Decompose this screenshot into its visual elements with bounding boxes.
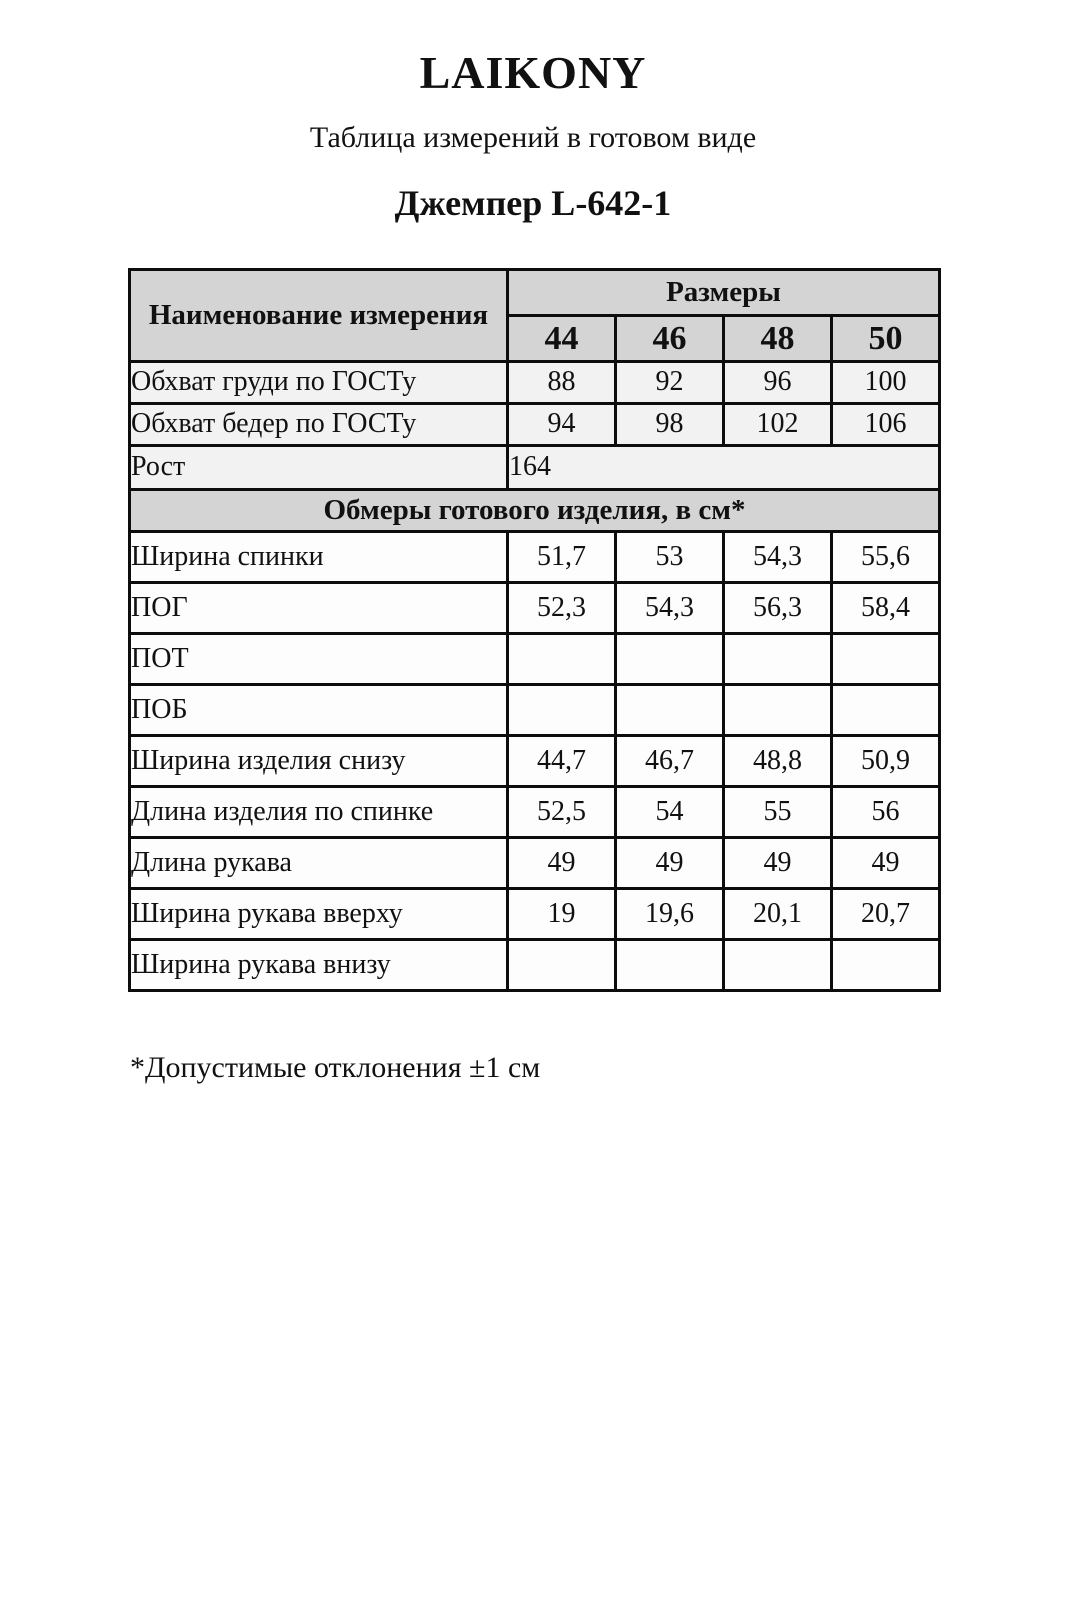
size-label-44: 44 bbox=[508, 316, 616, 362]
measurement-label: Ширина рукава внизу bbox=[130, 940, 508, 991]
measurement-label: Длина рукава bbox=[130, 838, 508, 889]
value-cell: 51,7 bbox=[508, 532, 616, 583]
value-cell: 100 bbox=[832, 362, 940, 404]
table-row bbox=[130, 787, 940, 838]
value-cell: 55,6 bbox=[832, 532, 940, 583]
value-cell: 46,7 bbox=[616, 736, 724, 787]
value-cell bbox=[508, 634, 616, 685]
table-row bbox=[130, 634, 940, 685]
value-cell bbox=[832, 685, 940, 736]
value-cell bbox=[832, 940, 940, 991]
value-cell: 55 bbox=[724, 787, 832, 838]
value-cell bbox=[724, 634, 832, 685]
tolerance-footnote: *Допустимые отклонения ±1 см bbox=[130, 1051, 541, 1084]
table-row bbox=[130, 362, 940, 404]
value-cell: 49 bbox=[724, 838, 832, 889]
value-cell bbox=[508, 940, 616, 991]
value-cell: 53 bbox=[616, 532, 724, 583]
table-row bbox=[130, 736, 940, 787]
section-header: Обмеры готового изделия, в см* bbox=[130, 490, 940, 532]
value-cell bbox=[724, 940, 832, 991]
measurement-label: ПОТ bbox=[130, 634, 508, 685]
measurement-label: ПОГ bbox=[130, 583, 508, 634]
value-cell: 48,8 bbox=[724, 736, 832, 787]
value-cell: 20,1 bbox=[724, 889, 832, 940]
value-cell: 54 bbox=[616, 787, 724, 838]
name-column-header: Наименование измерения bbox=[130, 270, 508, 362]
value-cell: 56 bbox=[832, 787, 940, 838]
value-cell: 19 bbox=[508, 889, 616, 940]
size-label-48: 48 bbox=[724, 316, 832, 362]
measurement-label: Ширина рукава вверху bbox=[130, 889, 508, 940]
product-title: Джемпер L-642-1 bbox=[394, 183, 672, 223]
table-header-row bbox=[130, 270, 940, 316]
measurement-label: ПОБ bbox=[130, 685, 508, 736]
value-cell: 94 bbox=[508, 404, 616, 446]
value-cell: 96 bbox=[724, 362, 832, 404]
table-row bbox=[130, 404, 940, 446]
measurement-label: Длина изделия по спинке bbox=[130, 787, 508, 838]
value-cell bbox=[832, 634, 940, 685]
value-cell: 98 bbox=[616, 404, 724, 446]
size-label-46: 46 bbox=[616, 316, 724, 362]
measurement-label: Ширина изделия снизу bbox=[130, 736, 508, 787]
measurement-label: Обхват груди по ГОСТу bbox=[130, 362, 508, 404]
value-cell: 88 bbox=[508, 362, 616, 404]
table-row bbox=[130, 532, 940, 583]
height-value-cell: 164 bbox=[508, 446, 940, 490]
value-cell: 50,9 bbox=[832, 736, 940, 787]
table-row bbox=[130, 889, 940, 940]
value-cell: 58,4 bbox=[832, 583, 940, 634]
table-row bbox=[130, 583, 940, 634]
value-cell: 92 bbox=[616, 362, 724, 404]
value-cell: 102 bbox=[724, 404, 832, 446]
height-row bbox=[130, 446, 940, 490]
table-row bbox=[130, 685, 940, 736]
value-cell: 49 bbox=[508, 838, 616, 889]
value-cell: 49 bbox=[832, 838, 940, 889]
table-row bbox=[130, 940, 940, 991]
value-cell: 56,3 bbox=[724, 583, 832, 634]
size-label-50: 50 bbox=[832, 316, 940, 362]
value-cell: 106 bbox=[832, 404, 940, 446]
sheet-subtitle: Таблица измерений в готовом виде bbox=[309, 121, 757, 154]
brand-title: LAIKONY bbox=[419, 47, 647, 98]
value-cell bbox=[616, 685, 724, 736]
value-cell: 54,3 bbox=[724, 532, 832, 583]
section-header-row bbox=[130, 490, 940, 532]
sizes-group-header: Размеры bbox=[508, 270, 940, 316]
value-cell bbox=[508, 685, 616, 736]
table-row bbox=[130, 838, 940, 889]
value-cell bbox=[616, 634, 724, 685]
measurement-label: Ширина спинки bbox=[130, 532, 508, 583]
value-cell: 49 bbox=[616, 838, 724, 889]
measurement-label: Обхват бедер по ГОСТу bbox=[130, 404, 508, 446]
size-table bbox=[128, 268, 941, 992]
value-cell: 54,3 bbox=[616, 583, 724, 634]
measurement-label: Рост bbox=[130, 446, 508, 490]
value-cell: 19,6 bbox=[616, 889, 724, 940]
value-cell: 52,3 bbox=[508, 583, 616, 634]
value-cell: 44,7 bbox=[508, 736, 616, 787]
value-cell bbox=[616, 940, 724, 991]
value-cell: 52,5 bbox=[508, 787, 616, 838]
value-cell: 20,7 bbox=[832, 889, 940, 940]
value-cell bbox=[724, 685, 832, 736]
